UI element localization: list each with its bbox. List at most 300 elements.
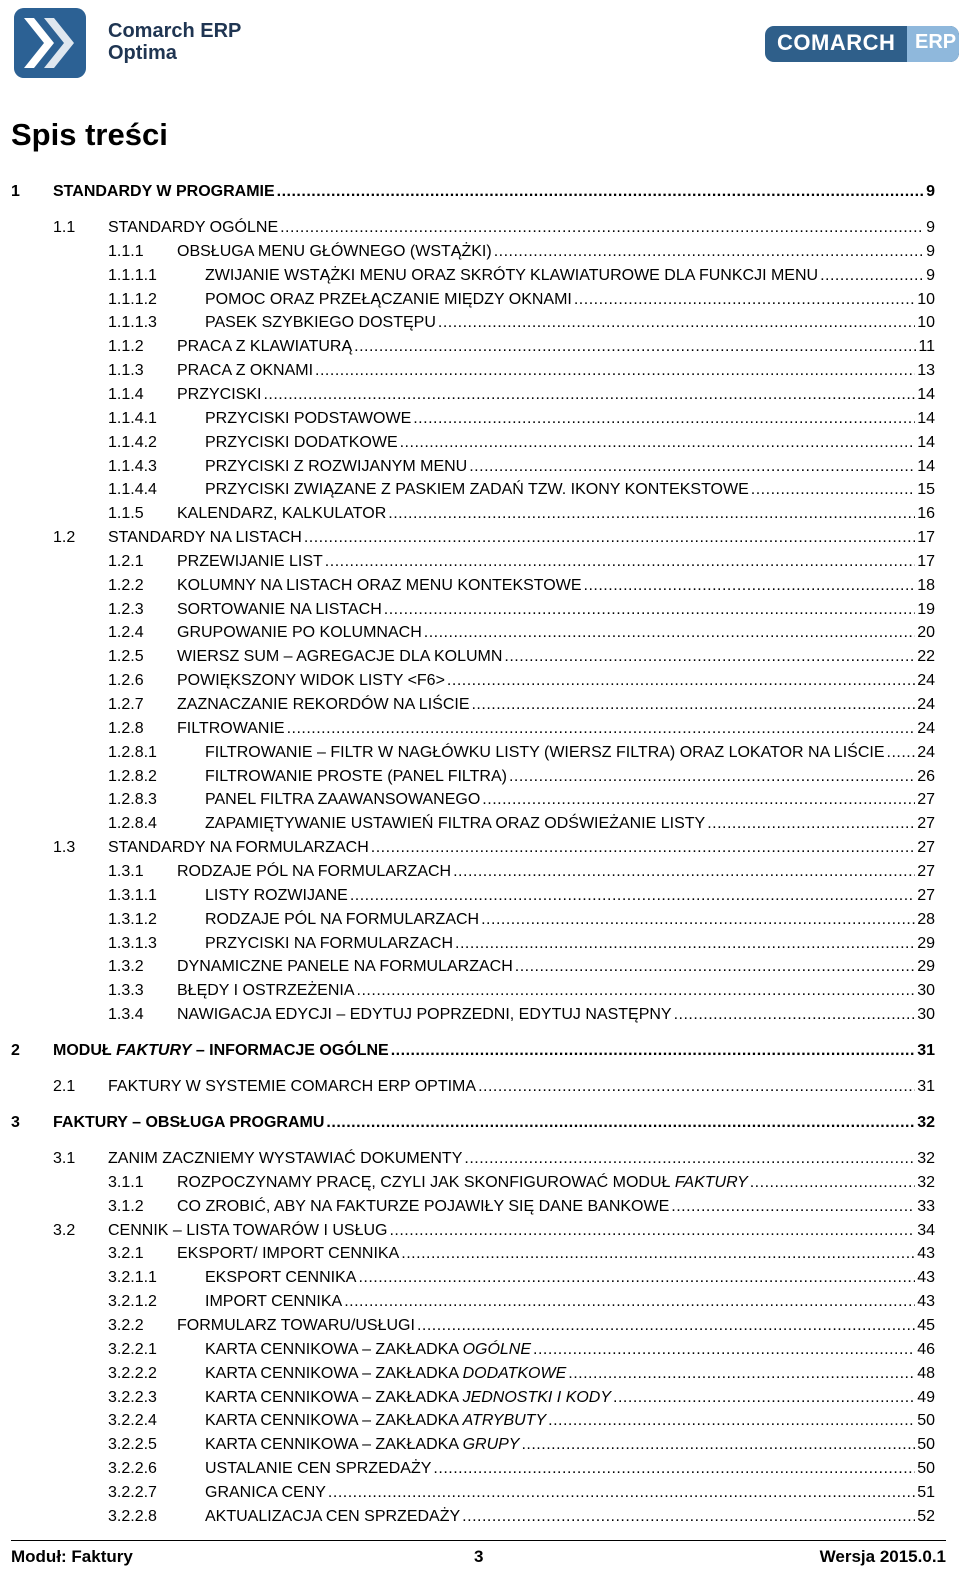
toc-entry-number: 1.2.8	[108, 719, 144, 737]
toc-entry-title-text: PRZYCISKI	[177, 385, 262, 403]
toc-entry-body	[177, 1004, 935, 1026]
toc-entry-body	[177, 980, 935, 1002]
toc-entry-title-text: EKSPORT CENNIKA	[205, 1269, 357, 1287]
toc-entry-page: 29	[917, 934, 935, 952]
toc-entry-title-text: FAKTURY W SYSTEMIE COMARCH ERP OPTIMA	[108, 1078, 477, 1096]
toc-entry-title	[177, 384, 263, 406]
toc-entry-page: 32	[917, 1114, 935, 1132]
toc-entry-page: 17	[917, 552, 935, 570]
toc-entry-title-text: PRZYCISKI Z ROZWIJANYM MENU	[205, 457, 468, 475]
toc-entry-title	[205, 289, 574, 311]
toc-entry-title-text: STANDARDY NA LISTACH	[108, 529, 302, 547]
toc-entry[interactable]	[0, 837, 960, 859]
toc-entry-title	[53, 181, 277, 203]
toc-entry[interactable]	[0, 479, 960, 501]
toc-entry[interactable]	[0, 312, 960, 334]
toc-dot-leader	[584, 575, 916, 597]
toc-dot-leader	[671, 1196, 915, 1218]
toc-entry-page: 43	[917, 1245, 935, 1263]
toc-entry-body	[177, 384, 935, 406]
toc-entry-body	[205, 289, 935, 311]
toc-entry-title-text: CENNIK – LISTA TOWARÓW I USŁUG	[108, 1221, 388, 1239]
toc-entry-page: 14	[917, 457, 935, 475]
toc-entry[interactable]	[0, 1363, 960, 1385]
toc-entry-page: 17	[917, 529, 935, 547]
toc-entry-title	[177, 861, 453, 883]
toc-entry-page: 19	[917, 600, 935, 618]
toc-dot-leader	[413, 408, 915, 430]
toc-entry-title-text: AKTUALIZACJA CEN SPRZEDAŻY	[205, 1507, 461, 1525]
toc-entry-title-text: KARTA CENNIKOWA – ZAKŁADKA	[205, 1364, 463, 1382]
toc-entry-body	[205, 432, 935, 454]
toc-dot-leader	[509, 766, 915, 788]
toc-entry[interactable]	[0, 1172, 960, 1194]
toc-entry[interactable]	[0, 432, 960, 454]
toc-entry[interactable]	[0, 1387, 960, 1409]
toc-entry-body	[205, 1434, 935, 1456]
toc-entry-body	[205, 265, 935, 287]
toc-entry-number: 1.2.3	[108, 600, 144, 618]
toc-entry-title-text: PANEL FILTRA ZAAWANSOWANEGO	[205, 791, 481, 809]
toc-entry-title	[53, 1112, 326, 1134]
toc-entry[interactable]	[0, 861, 960, 883]
toc-entry-number: 1.1.2	[108, 338, 144, 356]
toc-dot-leader	[481, 909, 915, 931]
toc-entry-body	[205, 1506, 935, 1528]
toc-entry-body	[177, 241, 935, 263]
page-title: Spis treści	[11, 117, 168, 152]
toc-dot-leader	[478, 1076, 915, 1098]
toc-entry-number: 1.2.8.3	[108, 791, 157, 809]
toc-entry[interactable]	[0, 670, 960, 692]
toc-entry-body	[177, 1243, 935, 1265]
toc-entry-title-italic: ATRYBUTY	[462, 1412, 547, 1430]
toc-entry[interactable]	[0, 575, 960, 597]
toc-entry-title-text: DYNAMICZNE PANELE NA FORMULARZACH	[177, 958, 513, 976]
toc-entry-title-text: KARTA CENNIKOWA – ZAKŁADKA	[205, 1436, 463, 1454]
toc-entry-body	[205, 742, 935, 764]
toc-entry-title-text: ZWIJANIE WSTĄŻKI MENU ORAZ SKRÓTY KLAWIATUROWE DLA FUNKCJI MENU	[205, 266, 819, 284]
toc-entry-title	[205, 742, 887, 764]
toc-entry-page: 9	[926, 266, 935, 284]
toc-entry[interactable]	[0, 456, 960, 478]
toc-entry[interactable]	[0, 551, 960, 573]
toc-entry[interactable]	[0, 1076, 960, 1098]
toc-entry[interactable]	[0, 909, 960, 931]
toc-dot-leader	[887, 742, 916, 764]
toc-entry-title-text: CO ZROBIĆ, ABY NA FAKTURZE POJAWIŁY SIĘ DANE BANKOWE	[177, 1197, 670, 1215]
toc-entry-number: 1.3.4	[108, 1006, 144, 1024]
toc-entry-title-text: OBSŁUGA MENU GŁÓWNEGO (WSTĄŻKI)	[177, 242, 492, 260]
toc-entry[interactable]	[0, 265, 960, 287]
toc-dot-leader	[389, 1220, 915, 1242]
toc-dot-leader	[287, 718, 916, 740]
erp-logo-text: ERP	[915, 31, 957, 53]
toc-entry-page: 43	[917, 1293, 935, 1311]
toc-entry-title	[205, 766, 509, 788]
product-name-line1: Comarch ERP	[108, 20, 242, 42]
toc-entry-body	[177, 575, 935, 597]
toc-entry-number: 1.2.6	[108, 672, 144, 690]
toc-dot-leader	[521, 1434, 915, 1456]
toc-entry[interactable]	[0, 384, 960, 406]
toc-entry-page: 11	[918, 338, 935, 356]
toc-entry-title-text: ZANIM ZACZNIEMY WYSTAWIAĆ DOKUMENTY	[108, 1150, 463, 1168]
toc-entry-number: 3.2.1.1	[108, 1269, 157, 1287]
toc-entry-number: 1.1.1	[108, 242, 144, 260]
page-header	[0, 0, 960, 90]
toc-entry-number: 3.1.2	[108, 1197, 144, 1215]
toc-entry-page: 43	[917, 1269, 935, 1287]
toc-entry-body	[177, 1196, 935, 1218]
toc-dot-leader	[371, 837, 915, 859]
toc-entry-body	[205, 1267, 935, 1289]
toc-entry-page: 27	[917, 815, 935, 833]
toc-entry-number: 3.2.2.1	[108, 1340, 157, 1358]
toc-entry-body	[53, 1040, 935, 1062]
toc-entry[interactable]	[0, 1220, 960, 1242]
toc-entry-number: 1.3	[53, 839, 76, 857]
toc-entry-title-text: FAKTURY – OBSŁUGA PROGRAMU	[53, 1114, 325, 1132]
toc-dot-leader	[433, 1458, 915, 1480]
toc-entry-title	[205, 1434, 521, 1456]
toc-entry[interactable]	[0, 1267, 960, 1289]
toc-entry-title-text: PRACA Z OKNAMI	[177, 362, 314, 380]
toc-entry-number: 1.3.1.1	[108, 886, 157, 904]
toc-entry-page: 48	[917, 1364, 935, 1382]
toc-entry-title	[205, 1506, 462, 1528]
toc-entry-title-italic: GRUPY	[462, 1436, 520, 1454]
footer-version: Wersja 2015.0.1	[819, 1547, 946, 1566]
toc-entry-title	[177, 670, 447, 692]
toc-entry[interactable]	[0, 408, 960, 430]
toc-entry-title	[177, 980, 357, 1002]
toc-entry-title-italic: JEDNOSTKI I KODY	[462, 1388, 612, 1406]
toc-entry-title-italic: DODATKOWE	[462, 1364, 567, 1382]
toc-entry[interactable]	[0, 1410, 960, 1432]
toc-dot-leader	[417, 1315, 915, 1337]
toc-entry-number: 1.3.1.2	[108, 910, 157, 928]
toc-entry-page: 10	[917, 314, 935, 332]
toc-entry[interactable]	[0, 622, 960, 644]
toc-entry[interactable]	[0, 718, 960, 740]
toc-entry-page: 50	[917, 1412, 935, 1430]
toc-dot-leader	[820, 265, 924, 287]
toc-entry-body	[108, 837, 935, 859]
toc-entry[interactable]	[0, 933, 960, 955]
toc-entry[interactable]	[0, 217, 960, 239]
toc-entry-body	[177, 694, 935, 716]
toc-entry-body	[205, 789, 935, 811]
toc-entry-page: 45	[917, 1317, 935, 1334]
toc-entry-title-text: PRZYCISKI ZWIĄZANE Z PASKIEM ZADAŃ TZW. IKONY KONTEKSTOWE	[205, 481, 749, 499]
toc-dot-leader	[401, 1243, 915, 1265]
toc-entry-body	[205, 312, 935, 334]
toc-entry[interactable]	[0, 1339, 960, 1361]
toc-entry-title-italic: FAKTURY	[674, 1173, 748, 1191]
toc-entry[interactable]	[0, 646, 960, 668]
toc-dot-leader	[388, 503, 915, 525]
toc-entry-body	[205, 1482, 935, 1504]
toc-entry[interactable]	[0, 956, 960, 978]
toc-entry-number: 1.1.4	[108, 385, 144, 403]
toc-entry-title	[177, 718, 287, 740]
toc-entry-page: 32	[917, 1173, 935, 1191]
toc-entry-title-text: PRZYCISKI DODATKOWE	[205, 433, 398, 451]
toc-entry[interactable]	[0, 599, 960, 621]
toc-entry-page: 24	[917, 719, 935, 737]
toc-entry-title-text: PASEK SZYBKIEGO DOSTĘPU	[205, 314, 436, 332]
toc-entry[interactable]	[0, 1112, 960, 1134]
toc-entry-body	[108, 217, 935, 239]
toc-entry-page: 29	[917, 958, 935, 976]
toc-entry[interactable]	[0, 1196, 960, 1218]
toc-entry-body	[205, 1458, 935, 1480]
toc-entry-title	[205, 1363, 568, 1385]
toc-dot-leader	[328, 1482, 915, 1504]
toc-entry[interactable]	[0, 1291, 960, 1313]
toc-entry-title-text: GRANICA CENY	[205, 1483, 326, 1501]
toc-entry-body	[177, 861, 935, 883]
toc-entry-page: 34	[917, 1221, 935, 1239]
toc-entry-number: 1.1.4.3	[108, 457, 157, 475]
erp-logo-badge	[907, 26, 959, 62]
toc-entry-number: 1.1.4.4	[108, 481, 157, 499]
toc-entry-title-text: KARTA CENNIKOWA – ZAKŁADKA	[205, 1388, 463, 1406]
toc-entry-title	[177, 1196, 671, 1218]
toc-entry-title	[177, 575, 584, 597]
toc-entry-number: 3.2.2.4	[108, 1412, 157, 1430]
toc-dot-leader	[280, 217, 924, 239]
toc-entry-body	[53, 1112, 935, 1134]
toc-entry-body	[177, 956, 935, 978]
toc-entry-number: 3.2.2.6	[108, 1460, 157, 1478]
toc-dot-leader	[707, 813, 915, 835]
toc-entry-title	[177, 956, 515, 978]
toc-entry-title-text: KARTA CENNIKOWA – ZAKŁADKA	[205, 1412, 463, 1430]
toc-entry[interactable]	[0, 1243, 960, 1265]
toc-dot-leader	[482, 789, 915, 811]
toc-dot-leader	[548, 1410, 915, 1432]
toc-entry-page: 27	[917, 839, 935, 857]
toc-entry-body	[205, 479, 935, 501]
toc-entry-number: 1.3.1	[108, 862, 144, 880]
toc-dot-leader	[400, 432, 916, 454]
toc-entry[interactable]	[0, 1004, 960, 1026]
toc-dot-leader	[358, 1267, 915, 1289]
toc-entry-title	[177, 622, 424, 644]
toc-entry-title-text: LISTY ROZWIJANE	[205, 886, 348, 904]
toc-entry-page: 31	[917, 1078, 935, 1096]
toc-entry-title-text: PRZYCISKI NA FORMULARZACH	[205, 934, 454, 952]
toc-entry-title-text: WIERSZ SUM – AGREGACJE DLA KOLUMN	[177, 648, 503, 666]
toc-entry-title-text: NAWIGACJA EDYCJI – EDYTUJ POPRZEDNI, EDYTUJ NASTĘPNY	[177, 1006, 672, 1024]
toc-entry-page: 16	[917, 505, 935, 523]
toc-entry-body	[205, 456, 935, 478]
toc-entry[interactable]	[0, 694, 960, 716]
toc-entry[interactable]	[0, 1506, 960, 1528]
toc-entry[interactable]	[0, 766, 960, 788]
comarch-erp-optima-logo-icon	[14, 8, 86, 78]
toc-entry-body	[205, 885, 935, 907]
toc-entry-page: 50	[917, 1436, 935, 1454]
toc-entry[interactable]	[0, 885, 960, 907]
toc-entry-page: 30	[917, 982, 935, 1000]
toc-entry-page: 20	[917, 624, 935, 642]
toc-entry[interactable]	[0, 1040, 960, 1062]
toc-entry-number: 3.2.2.7	[108, 1483, 157, 1501]
toc-entry-title	[177, 503, 388, 525]
toc-entry-number: 1.2.2	[108, 576, 144, 594]
toc-entry-number: 1.2.5	[108, 648, 144, 666]
toc-entry-number: 1.3.1.3	[108, 934, 157, 952]
toc-entry-body	[205, 1339, 935, 1361]
toc-entry-title	[108, 1220, 389, 1242]
toc-entry-page: 24	[917, 696, 935, 713]
toc-entry-title	[205, 1482, 328, 1504]
toc-dot-leader	[354, 336, 916, 358]
toc-entry-page: 50	[917, 1460, 935, 1478]
toc-entry-title-text: EKSPORT/ IMPORT CENNIKA	[177, 1245, 400, 1263]
toc-entry-number: 3.1	[53, 1150, 76, 1168]
toc-dot-leader	[325, 551, 915, 573]
toc-entry-title	[205, 933, 455, 955]
toc-entry[interactable]	[0, 241, 960, 263]
footer-module: Moduł: Faktury	[11, 1547, 133, 1566]
toc-entry-title-text: FILTROWANIE PROSTE (PANEL FILTRA)	[205, 767, 507, 785]
toc-entry-title	[177, 551, 325, 573]
toc-entry[interactable]	[0, 181, 960, 203]
toc-dot-leader	[424, 622, 915, 644]
toc-entry-title-text: STANDARDY NA FORMULARZACH	[108, 839, 369, 857]
toc-dot-leader	[462, 1506, 915, 1528]
toc-entry-title	[177, 336, 354, 358]
toc-dot-leader	[447, 670, 915, 692]
toc-entry-body	[177, 336, 935, 358]
toc-entry-body	[108, 1220, 935, 1242]
toc-entry-number: 1.2.1	[108, 552, 144, 570]
toc-entry-number: 1.1.4.2	[108, 433, 157, 451]
toc-entry-page: 27	[917, 886, 935, 904]
toc-entry-number: 1.1.1.3	[108, 314, 157, 332]
comarch-erp-logo	[765, 26, 959, 62]
toc-entry[interactable]	[0, 742, 960, 764]
toc-entry[interactable]	[0, 527, 960, 549]
toc-entry-title	[177, 1243, 401, 1265]
toc-entry-title-text: FILTROWANIE – FILTR W NAGŁÓWKU LISTY (WIERSZ FILTRA) ORAZ LOKATOR NA LIŚCIE	[205, 743, 885, 761]
toc-entry-page: 18	[917, 576, 935, 594]
toc-entry-title-text: FORMULARZ TOWARU/USŁUGI	[177, 1317, 415, 1334]
toc-entry-number: 1.2.4	[108, 624, 144, 642]
toc-entry-page: 32	[917, 1150, 935, 1168]
toc-entry-title	[205, 1387, 613, 1409]
toc-entry-title	[205, 909, 481, 931]
toc-entry[interactable]	[0, 980, 960, 1002]
toc-entry-body	[177, 599, 935, 621]
toc-entry-title-text: KARTA CENNIKOWA – ZAKŁADKA	[205, 1340, 463, 1358]
toc-entry-body	[53, 181, 935, 203]
toc-entry[interactable]	[0, 1148, 960, 1170]
toc-entry-title	[108, 527, 304, 549]
toc-entry-title-text: ROZPOCZYNAMY PRACĘ, CZYLI JAK SKONFIGUROWAĆ MODUŁ	[177, 1173, 675, 1191]
toc-entry[interactable]	[0, 289, 960, 311]
toc-entry-body	[205, 766, 935, 788]
toc-entry-body	[108, 1148, 935, 1170]
toc-entry-body	[205, 1363, 935, 1385]
toc-entry-number: 1	[11, 183, 20, 200]
toc-entry-body	[108, 1076, 935, 1098]
toc-entry-number: 3.2.2.5	[108, 1436, 157, 1454]
toc-dot-leader	[455, 933, 915, 955]
toc-entry-number: 2.1	[53, 1078, 76, 1096]
toc-entry-page: 27	[917, 791, 935, 809]
toc-entry[interactable]	[0, 789, 960, 811]
toc-entry-title-text: USTALANIE CEN SPRZEDAŻY	[205, 1460, 432, 1478]
toc-entry-page: 30	[917, 1006, 935, 1024]
toc-entry-title-text: FILTROWANIE	[177, 719, 285, 737]
toc-dot-leader	[471, 694, 915, 716]
toc-entry-title	[205, 432, 400, 454]
toc-dot-leader	[469, 456, 915, 478]
toc-entry-body	[205, 813, 935, 835]
toc-entry-body	[177, 670, 935, 692]
toc-entry[interactable]	[0, 1315, 960, 1337]
toc-entry-page: 14	[917, 409, 935, 427]
toc-entry-page: 52	[917, 1507, 935, 1525]
toc-entry-title	[205, 1458, 433, 1480]
toc-entry-number: 1.1.3	[108, 362, 144, 380]
toc-entry[interactable]	[0, 503, 960, 525]
toc-entry-number: 1.1	[53, 219, 76, 236]
toc-dot-leader	[263, 384, 915, 406]
toc-entry-title	[205, 1339, 533, 1361]
toc-dot-leader	[344, 1291, 915, 1313]
toc-entry-title-text: KALENDARZ, KALKULATOR	[177, 505, 387, 523]
toc-entry-page: 10	[917, 290, 935, 308]
toc-dot-leader	[504, 646, 915, 668]
toc-entry[interactable]	[0, 1458, 960, 1480]
toc-entry-title	[177, 1315, 417, 1337]
toc-entry-title	[205, 312, 438, 334]
toc-entry-title-text: POMOC ORAZ PRZEŁĄCZANIE MIĘDZY OKNAMI	[205, 290, 572, 308]
toc-entry-title	[108, 1148, 464, 1170]
toc-dot-leader	[350, 885, 915, 907]
toc-entry-title	[177, 694, 471, 716]
toc-entry-title	[205, 456, 469, 478]
toc-dot-leader	[674, 1004, 916, 1026]
toc-entry[interactable]	[0, 813, 960, 835]
toc-entry-number: 3.2.2.8	[108, 1507, 157, 1525]
toc-entry-title-text: RODZAJE PÓL NA FORMULARZACH	[205, 910, 480, 928]
toc-entry-number: 1.1.1.2	[108, 290, 157, 308]
toc-entry[interactable]	[0, 1482, 960, 1504]
toc-entry-number: 1.2.7	[108, 696, 144, 713]
toc-entry-title	[108, 1076, 478, 1098]
toc-entry-page: 13	[917, 362, 935, 380]
toc-entry[interactable]	[0, 1434, 960, 1456]
toc-entry-title-text: STANDARDY OGÓLNE	[108, 219, 279, 236]
toc-entry-number: 3.2	[53, 1221, 76, 1239]
toc-entry-body	[205, 1291, 935, 1313]
toc-dot-leader	[464, 1148, 915, 1170]
toc-entry-body	[177, 622, 935, 644]
footer-divider	[11, 1540, 946, 1541]
toc-entry-title	[205, 479, 751, 501]
toc-dot-leader	[568, 1363, 915, 1385]
toc-entry[interactable]	[0, 360, 960, 382]
toc-entry-page: 14	[917, 433, 935, 451]
toc-entry[interactable]	[0, 336, 960, 358]
